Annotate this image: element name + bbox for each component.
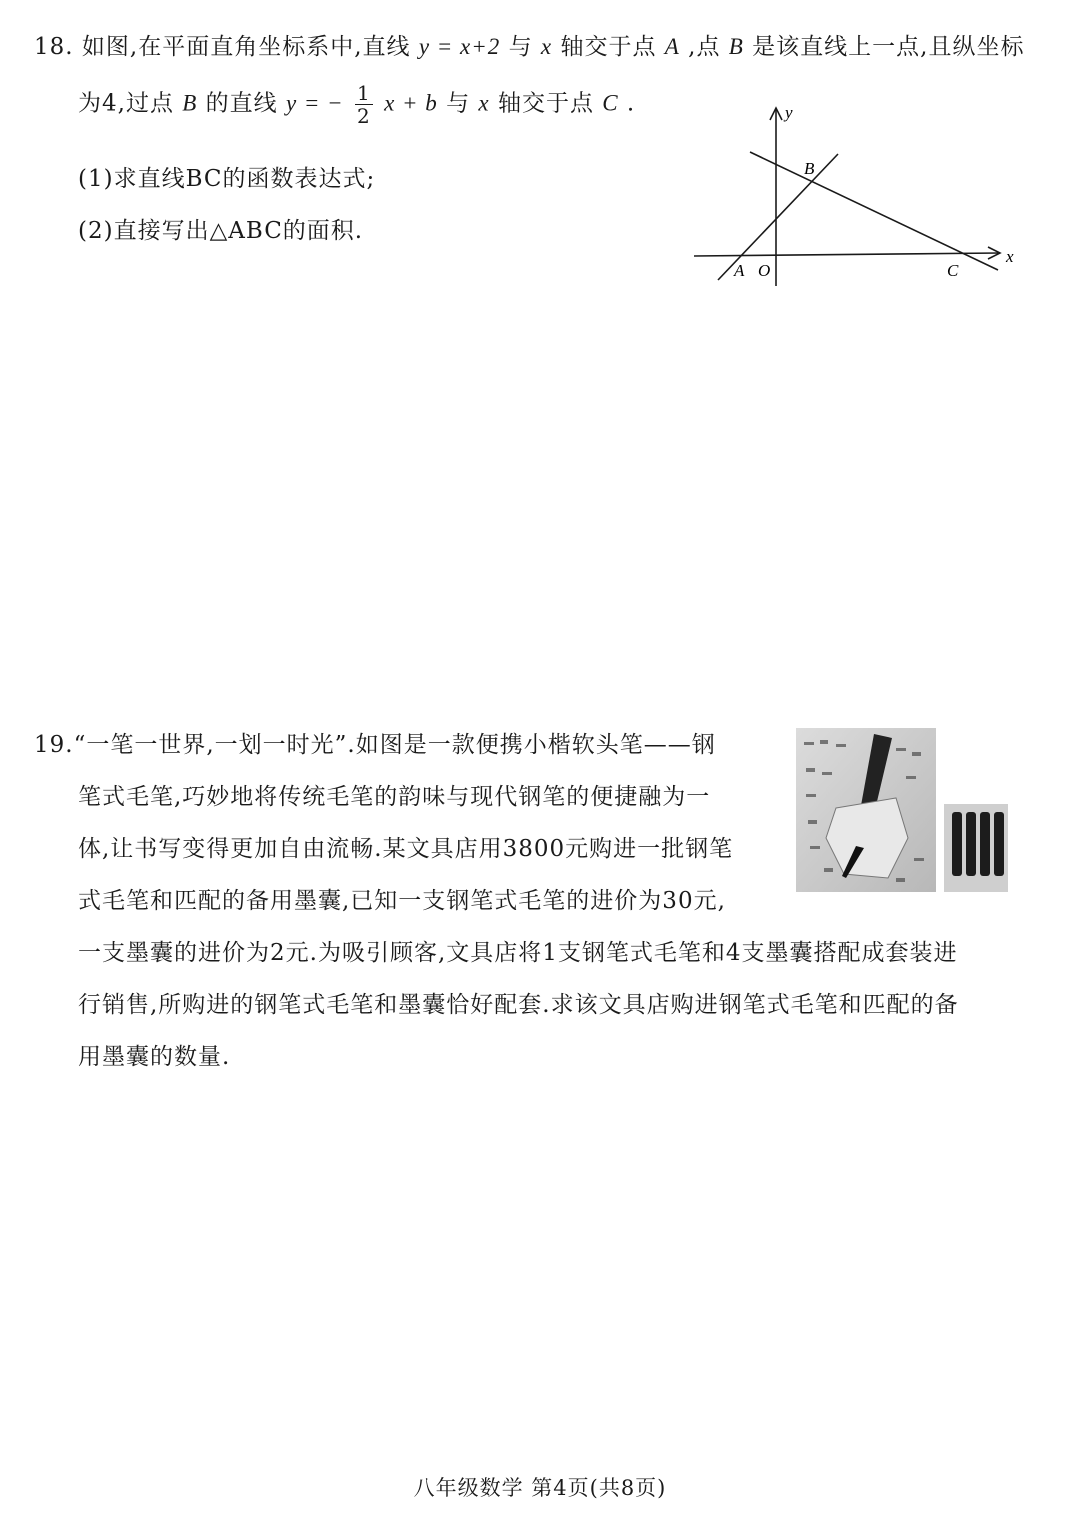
q18-text: 轴交于点 — [497, 90, 594, 117]
q18-text: 是该直线上一点,且纵坐标 — [752, 34, 1025, 60]
ink-cartridge — [980, 812, 990, 876]
label-c: C — [947, 261, 959, 280]
ink-cartridge — [994, 812, 1004, 876]
q18-text: 与 — [446, 90, 471, 117]
q18-line2 — [78, 82, 635, 127]
ink-cartridge — [966, 812, 976, 876]
q18-text: . — [626, 90, 636, 117]
q18-point-a: A — [664, 34, 680, 59]
calligraphy-photo — [796, 728, 936, 892]
q18-equation-2-rest: x + b — [384, 90, 438, 116]
ink-cartridge — [952, 812, 962, 876]
q18-point-b: B — [728, 34, 744, 59]
q18-number: 18. — [34, 34, 74, 60]
q19-line1 — [34, 726, 716, 759]
q18-var-x: x — [540, 34, 553, 59]
coordinate-figure — [688, 96, 1028, 296]
fraction — [355, 82, 373, 127]
q18-text: 的直线 — [205, 90, 278, 117]
label-b: B — [804, 159, 815, 178]
q18-var-x: x — [478, 90, 490, 116]
label-o: O — [758, 261, 771, 280]
page-footer: 八年级数学 第4页(共8页) — [413, 1476, 667, 1500]
q18-point-c: C — [602, 90, 619, 116]
q19-line3: 体,让书写变得更加自由流畅.某文具店用3800元购进一批钢笔 — [78, 836, 734, 862]
q18-text: 与 — [508, 34, 533, 60]
ink-cartridges-photo — [944, 804, 1008, 892]
q19-line6: 行销售,所购进的钢笔式毛笔和墨囊恰好配套.求该文具店购进钢笔式毛笔和匹配的备 — [78, 992, 959, 1018]
fraction-denominator: 2 — [357, 104, 371, 128]
label-x: x — [1006, 247, 1014, 266]
q18-point-b: B — [182, 90, 198, 116]
q18-part2: (2)直接写出△ABC的面积. — [78, 218, 364, 244]
q18-line1 — [34, 28, 1024, 61]
q18-text: 轴交于点 — [560, 34, 657, 60]
q18-equation-1: y = x+2 — [418, 34, 501, 59]
q18-part1: (1)求直线BC的函数表达式; — [78, 166, 376, 192]
x-axis — [694, 253, 1000, 256]
q19-number: 19. — [34, 732, 74, 758]
label-a: A — [734, 261, 745, 280]
line-bc — [750, 152, 998, 270]
q19-text: “一笔一世界,一划一时光”.如图是一款便携小楷软头笔——钢 — [73, 732, 716, 758]
label-y: y — [785, 103, 793, 122]
q18-text: 为4,过点 — [78, 90, 174, 117]
q19-line4: 式毛笔和匹配的备用墨囊,已知一支钢笔式毛笔的进价为30元, — [78, 888, 726, 914]
q18-text: 如图,在平面直角坐标系中,直线 — [81, 34, 411, 60]
q19-line7: 用墨囊的数量. — [78, 1044, 231, 1070]
q18-text: ,点 — [688, 34, 721, 60]
fraction-numerator: 1 — [357, 81, 371, 105]
q18-equation-2: y = − — [285, 90, 344, 116]
q19-line2: 笔式毛笔,巧妙地将传统毛笔的韵味与现代钢笔的便捷融为一 — [78, 784, 711, 810]
q19-line5: 一支墨囊的进价为2元.为吸引顾客,文具店将1支钢笔式毛笔和4支墨囊搭配成套装进 — [78, 940, 958, 966]
